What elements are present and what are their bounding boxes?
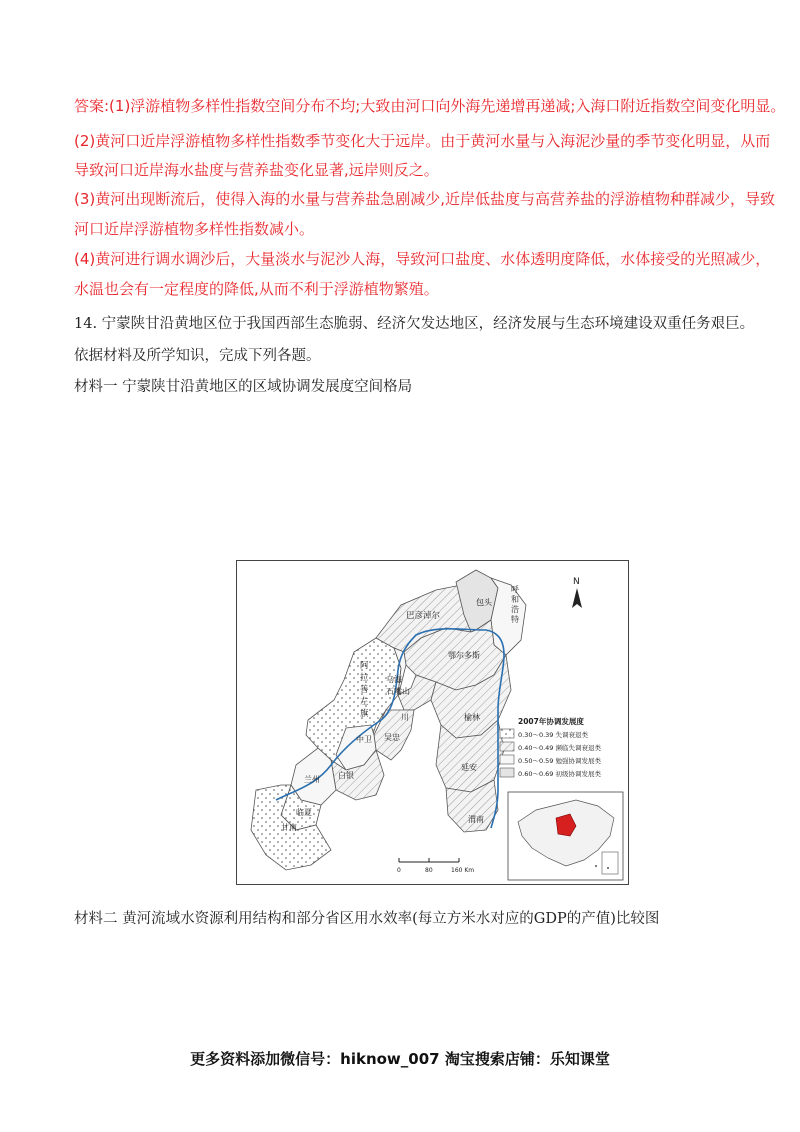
label-yanan: 延安 (461, 763, 477, 772)
label-wuzhong: 吴忠 (384, 733, 400, 742)
legend-swatch-2 (500, 742, 514, 751)
answer-line-3: 导致河口近岸海水盐度与营养盐变化显著,远岸则反之。 (74, 161, 439, 179)
answer-line-1: 答案:(1)浮游植物多样性指数空间分布不均;大致由河口向外海先递增再递减;入海口附近指数空间变化明显。 (74, 97, 786, 115)
label-wuhai: 乌海 (386, 675, 402, 684)
label-weinan: 渭南 (468, 815, 484, 824)
label-gannan: 甘南 (281, 823, 297, 832)
label-alxa-3: 善 (360, 685, 369, 695)
label-hohhot-2: 和 (511, 595, 519, 604)
label-hohhot-4: 特 (511, 615, 519, 624)
legend-title: 2007年协调发展度 (518, 717, 584, 726)
scale-label-0: 0 (397, 867, 401, 874)
answer-line-2: (2)黄河口近岸浮游植物多样性指数季节变化大于远岸。由于黄河水量与入海泥沙量的季节变化明显，从而 (74, 132, 771, 150)
label-alxa-4: 左 (360, 697, 369, 707)
answer-line-5: 河口近岸浮游植物多样性指数减小。 (74, 220, 315, 238)
label-alxa-5: 旗 (360, 709, 369, 719)
question-stem-line-1: 14. 宁蒙陕甘沿黄地区位于我国西部生态脆弱、经济欠发达地区，经济发展与生态环境建设双重任务艰巨。 (74, 316, 755, 332)
label-ordos: 鄂尔多斯 (448, 651, 480, 660)
label-hohhot-1: 呼 (511, 585, 519, 594)
label-lanzhou: 兰州 (304, 775, 320, 784)
label-shizuishan: 石嘴山 (386, 687, 410, 696)
label-bayannaoer: 巴彦淖尔 (406, 611, 441, 621)
legend-item-2: 0.40～0.49 濒临失调衰退类 (518, 744, 602, 752)
label-linxia: 临夏 (296, 808, 312, 817)
legend-swatch-1 (500, 729, 514, 738)
label-zhongwei: 中卫 (356, 735, 372, 744)
label-baotou: 包头 (476, 598, 492, 607)
legend-item-4: 0.60～0.69 初级协调发展类 (518, 770, 602, 778)
china-inset-map (508, 792, 623, 880)
answer-line-6: (4)黄河进行调水调沙后，大量淡水与泥沙人海，导致河口盐度、水体透明度降低，水体接受的光照减少， (74, 250, 771, 268)
legend-swatch-4 (500, 768, 514, 777)
answer-line-4: (3)黄河出现断流后，使得入海的水量与营养盐急剧减少,近岸低盐度与高营养盐的浮游植物种群减少，导致 (74, 190, 776, 208)
question-stem-line-2: 依据材料及所学知识，完成下列各题。 (74, 348, 321, 364)
scale-label-160: 160 Km (451, 867, 475, 874)
region-map (236, 560, 629, 885)
scale-label-80: 80 (425, 867, 433, 874)
label-yinchuan: 川 (401, 713, 409, 722)
label-yulin: 榆林 (464, 713, 480, 722)
label-hohhot-3: 浩 (511, 605, 519, 614)
legend-item-3: 0.50～0.59 勉强协调发展类 (518, 757, 602, 765)
north-label: N (573, 577, 580, 587)
material-two-caption: 材料二 黄河流域水资源利用结构和部分省区用水效率(每立方米水对应的GDP的产值)比较图 (74, 911, 660, 927)
label-alxa-1: 阿 (360, 661, 369, 671)
page-footer: 更多资料添加微信号：hiknow_007 淘宝搜索店铺：乐知课堂 (190, 1050, 610, 1068)
label-baiyin: 白银 (338, 771, 354, 780)
answer-line-7: 水温也会有一定程度的降低,从而不利于浮游植物繁殖。 (74, 280, 439, 298)
legend-item-1: 0.30～0.39 失调衰退类 (518, 731, 589, 739)
material-one-caption: 材料一 宁蒙陕甘沿黄地区的区域协调发展度空间格局 (74, 379, 413, 395)
legend-swatch-3 (500, 755, 514, 764)
label-alxa-2: 拉 (360, 673, 369, 683)
